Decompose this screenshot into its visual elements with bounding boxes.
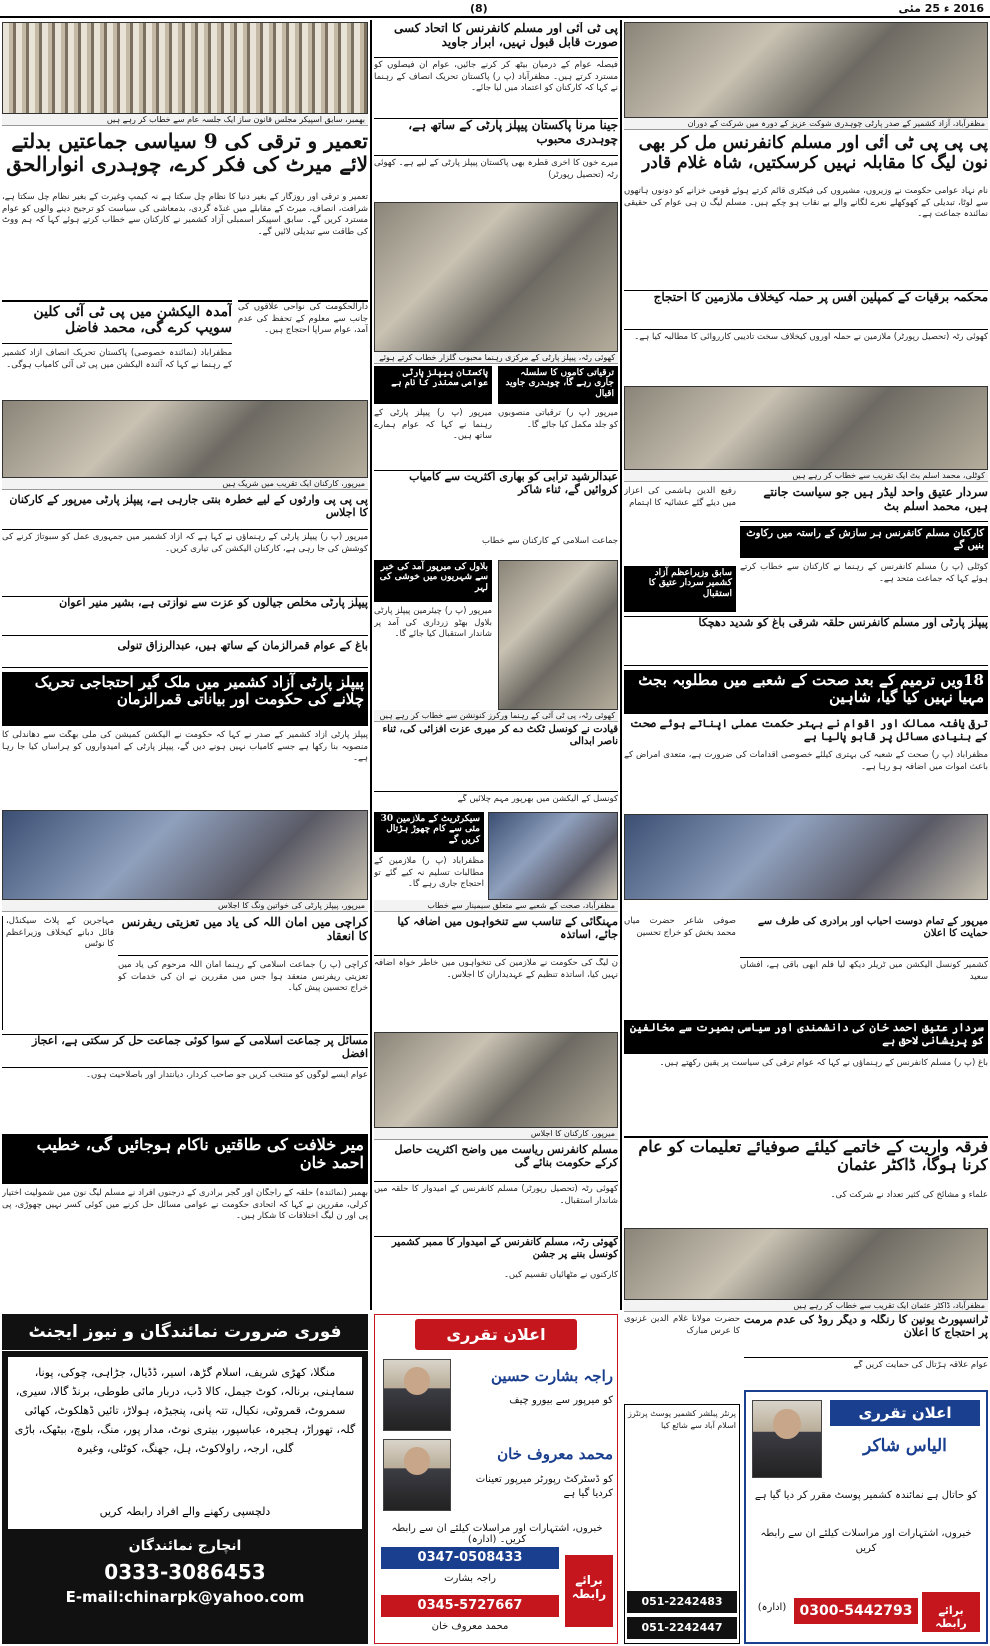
- headline: پیپلز پارٹی مخلص جیالوں کو عزت سے نوازتی ہے، بشیر منیر اعوان: [2, 596, 368, 636]
- article-body: میرپور (پ ر) ترقیاتی منصوبوں کو جلد مکمل کیا جائے گا۔: [498, 408, 618, 430]
- photo-caption: مظفرآباد، صحت کے شعبے سے متعلق سیمینار سے خطاب: [374, 900, 618, 912]
- photo-caption: کوٹلی، محمد اسلم بٹ ایک تقریب سے خطاب کر رہے ہیں: [624, 470, 988, 482]
- article-body: مہاجرین کے پلاٹ سیکنڈل، فائل دبانے کیخلاف وزیراعظم کا نوٹس: [2, 916, 114, 1030]
- headline: سیکرٹریٹ کے ملازمین 30 مئی سے کام چھوڑ ہڑتال کریں گے: [374, 812, 484, 852]
- article-body: جماعت اسلامی کے کارکنان سے خطاب: [481, 536, 618, 546]
- contact-box: [624, 1404, 740, 1644]
- scholars-photo: [624, 1228, 988, 1300]
- photo-caption: مظفرآباد، ڈاکٹر عثمان ایک تقریب سے خطاب کر رہے ہیں: [624, 1300, 988, 1312]
- leaders-photo: [374, 202, 618, 352]
- headline: عبدالرشید ترابی کو بھاری اکثریت سے کامیاب کروائیں گے، ثناء شاکر: [374, 470, 618, 534]
- ad-city-list: منگلا، کھڑی شریف، اسلام گڑھ، اسیر، ڈڈیال، جڑاہی، چوکی، پونا، سماہنی، برنالہ، کوٹ جیمل، کالا ڈب، دربار مائی طوطی، برنڈ گالا، سیری، سمروٹ، قمروٹی، نکیال، تتہ پانی، پنجیڑہ، ہولاڑ، تائیں ڈھلکوٹ، کھائی گلہ، تھوراڑ، ہجیرہ، عباسپور، بیتری نوٹ، مدار پور، منگ، بلوچ، بیٹھک، باڑی گلی، ارجہ، راولاکوٹ، ہل، جھنگ، کوٹلی، وغیرہ: [8, 1357, 362, 1529]
- ad-phone: 0345-5727667: [381, 1595, 559, 1617]
- rally-photo: [2, 22, 368, 114]
- article-body: حضرت مولانا غلام الدین غزنوی کا عرس مبارک: [624, 1314, 740, 1336]
- headline-ppp-protest: پیپلز پارٹی آزاد کشمیر میں ملک گیر احتجاجی تحریک چلانے کی حکومت اور بیاناتی قمرالزمان: [2, 672, 368, 726]
- article-body: کھوئی رٹہ (تحصیل رپورٹر) مسلم کانفرنس کے امیدوار کا حلقہ میں شاندار استقبال۔: [374, 1184, 618, 1206]
- meeting-photo: [2, 400, 368, 478]
- printer-line: پرنٹر پبلشر کشمیر پوسٹ پرنٹرز اسلام آباد سے شائع کیا: [628, 1409, 736, 1430]
- officials-photo: [624, 22, 988, 118]
- headline-ppp-loyalty: جینا مرنا پاکستان پیپلز پارٹی کے ساتھ ہے، چوہدری محبوب: [374, 118, 618, 156]
- appointee-role: کو ڈسٹرکٹ رپورٹر میرپور تعینات کردیا گیا ہے: [475, 1474, 613, 1499]
- article-body: تعمیر و ترقی اور روزگار کے بغیر دنیا کا نظام چل سکتا ہے نہ کیمپ وغیرت کے بغیر نظام چل سکتا ہے، شرافت، انصاف، میرٹ کے مقابلے میں غنڈہ گردی، بدمعاشی کی سیاست کو ترجیح دینے والوں کو عوام مسترد کریں گے۔ سابق اسپیکر اسمبلی آزاد کشمیر نے کارکنان سے خطاب کرتے ہوئے کہا کہ ہم ووٹ کی طاقت سے تبدیلی لائیں گے۔: [2, 192, 368, 237]
- headline-complaint-office: محکمہ برقیات کے کمپلین آفس پر حملہ کیخلاف ملازمین کا احتجاج: [624, 290, 988, 330]
- ad-note: خبروں، اشتہارات اور مراسلات کیلئے ان سے رابطہ کریں۔ (ادارہ): [391, 1523, 603, 1545]
- appointee-role: کو حاتال ہے نمائندہ کشمیر پوسٹ مقرر کر دیا گیا ہے: [754, 1490, 978, 1501]
- appointee-role: کو میرپور سے بیورو چیف: [509, 1395, 613, 1406]
- headline: مہنگائی کے تناسب سے تنخواہوں میں اضافہ کیا جائے، اساتذہ: [374, 916, 618, 956]
- photo-caption: میرپور، پیپلز پارٹی کی خواتین ونگ کا اجلاس: [2, 900, 368, 912]
- ad-contact-name: محمد معروف خان: [431, 1621, 509, 1632]
- photo-caption: کھوئی رٹہ، پیپلز پارٹی کے مرکزی رہنما محبوب گلزار خطاب کرتے ہوئے: [374, 352, 618, 364]
- article-body: میرپور (پ ر) پیپلز پارٹی کے رہنماؤں نے کہا ہے کہ آزاد کشمیر میں جمہوری عمل کو سبوتاژ کرنے کی کوشش کی جا رہی ہے، کارکنان الیکشن کی تیاری کریں۔: [2, 532, 368, 554]
- article-body: بھمبر (نمائندہ) حلقہ کے راجگان اور گجر برادری کے درجنوں افراد نے مسلم لیگ نون میں شمولیت اختیار کرلی، مقررین نے کہا کہ اتحادی حکومت نے عوامی مسائل حل کرنے میں کوئی کسر نہیں چھوڑی، پی پی اور ن لیگ اختلافات کا شکار ہیں۔: [2, 1188, 368, 1221]
- column-rule: [370, 20, 372, 1310]
- article-body: نام نہاد عوامی حکومت نے وزیروں، مشیروں کی فیکٹری قائم کرتے ہوئے قومی خزانے کو دونوں ہاتھوں سے لوٹا، تبدیلی کے کھوکھلے نعرے لگانے والے بے نقاب ہو چکے ہیں۔ مسلم لیگ ن ہی عوام کی حقیقی نمائندہ جماعت ہے۔: [624, 186, 988, 219]
- photo-caption: میرپور، کارکنان کا اجلاس: [374, 1128, 618, 1140]
- headline-clean-sweep: آمدہ الیکشن میں پی ٹی آئی کلین سویپ کرے گی، محمد فاضل: [2, 300, 232, 344]
- ad-title: اعلان تقرری: [415, 1319, 577, 1350]
- headline-health-budget: 18ویں ترمیم کے بعد صحت کے شعبے میں مطلوبہ بجٹ مہیا نہیں کیا گیا، شاہین: [624, 670, 988, 714]
- appointee-name: الیاس شاکر: [863, 1436, 947, 1456]
- article-body: میرپور (پ ر) پیپلز پارٹی کے رہنما نے کہا کہ عوام ہمارے ساتھ ہیں۔: [374, 408, 492, 441]
- headline-mc-workers: کارکنان مسلم کانفرنس ہر سازش کے راستہ میں رکاوٹ بنیں گے: [740, 526, 988, 558]
- headline-sufi: فرقہ واریت کے خاتمے کیلئے صوفیائے تعلیمات کو عام کرنا ہوگا، ڈاکٹر عثمان: [624, 1136, 988, 1188]
- article-body: صوفی شاعر حضرت میاں محمد بخش کو خراج تحسین: [624, 916, 736, 938]
- article-body: پیپلز پارٹی آزاد کشمیر کے صدر نے کہا کہ حکومت نے الیکشن کمیشن کی ملی بھگت سے دھاندلی کا منصوبہ بنا رکھا ہے جسے کامیاب نہیں ہونے دیں گے، پیپلز پارٹی کے امیدواروں کو ہراساں کیا جا رہا ہے۔: [2, 730, 368, 763]
- page-number: (8): [470, 2, 488, 15]
- office-fax: 051-2242447: [627, 1617, 737, 1639]
- ad-appointment-middle: [374, 1314, 618, 1644]
- headline: باغ کے عوام قمرالزمان کے ساتھ ہیں، عبدالرزاق تنولی: [2, 640, 368, 668]
- headline-mc-majority: مسلم کانفرنس ریاست میں واضح اکثریت حاصل کرکے حکومت بنائے گی: [374, 1144, 618, 1182]
- ad-incharge: انچارج نمائندگان: [128, 1538, 242, 1554]
- article-body: میرے خون کا آخری قطرہ بھی پاکستان پیپلز پارٹی کے لیے ہے۔ کھوئی رٹہ (تحصیل رپورٹر): [374, 158, 618, 180]
- article-body: عوام ایسے لوگوں کو منتخب کریں جو صاحب کردار، دیانتدار اور باصلاحیت ہوں۔: [86, 1070, 368, 1080]
- ad-contact-label: برائے رابطہ: [922, 1592, 980, 1632]
- appointee-name: راجہ بشارت حسین: [490, 1367, 613, 1385]
- ad-title: اعلان تقرری: [830, 1400, 980, 1426]
- article-body: کشمیر کونسل الیکشن میں ٹریلر دیکھ لیا فلم ابھی باقی ہے، افشاں سعید: [740, 960, 988, 982]
- ad-phone: 0347-0508433: [381, 1547, 559, 1569]
- article-body: باغ (پ ر) مسلم کانفرنس کے رہنماؤں نے کہا کہ عوام ترقی کی سیاست پر یقین رکھتے ہیں۔: [659, 1058, 988, 1068]
- article-body: کراچی (پ ر) جماعت اسلامی کے رہنما امان اللہ مرحوم کی یاد میں تعزیتی ریفرنس منعقد ہوا جس میں مقررین نے ان کی خدمات کو خراج تحسین پیش کیا۔: [118, 960, 368, 993]
- appointee-name: محمد معروف خان: [497, 1445, 613, 1463]
- seminar-photo: [488, 812, 618, 900]
- ad-org: (ادارہ): [757, 1602, 787, 1613]
- headline: پی پی پی وارثوں کے لیے خطرہ بنتی جارہی ہے، پیپلز پارٹی میرپور کے کارکنان کا اجلاس: [2, 494, 368, 530]
- article-body: مظفرآباد (پ ر) صحت کے شعبہ کی بہتری کیلئے خصوصی اقدامات کی ضرورت ہے، متعدی امراض کے باعث اموات میں اضافہ ہو رہا ہے۔: [624, 750, 988, 772]
- headline: سردار عتیق احمد خان کی دانشمندی اور سیاسی بصیرت سے مخالفین کو پریشانی لاحق ہے: [624, 1020, 988, 1054]
- photo-caption: کھوئی رٹہ، پی ٹی آئی کے رہنما ورکرز کنونشن سے خطاب کر رہے ہیں: [374, 710, 618, 722]
- headline: کھوئی رٹہ، مسلم کانفرنس کے امیدوار کا ممبر کشمیر کونسل بننے پر جشن: [374, 1236, 618, 1268]
- ad-contact-name: راجہ بشارت: [444, 1573, 496, 1584]
- portrait-photo: [383, 1359, 451, 1431]
- headline: ترقیاتی کاموں کا سلسلہ جاری رہے گا، چوہدری جاوید اقبال: [498, 366, 618, 404]
- article-body: کوٹلی (پ ر) مسلم کانفرنس کے رہنما نے کارکنان سے خطاب کرتے ہوئے کہا کہ جماعت متحد ہے۔: [740, 562, 988, 584]
- article-body: میرپور (پ ر) چیئرمین پیپلز پارٹی بلاول بھٹو زرداری کی آمد پر شاندار استقبال کیا جائے گا۔: [374, 606, 492, 639]
- article-body: مظفرآباد (نمائندہ خصوصی) پاکستان تحریک انصاف آزاد کشمیر کے رہنما نے کہا کہ آئندہ الیکشن میں پی ٹی آئی کامیاب ہوگی۔: [2, 348, 232, 370]
- ad-note: دلچسپی رکھنے والے افراد رابطہ کریں: [99, 1505, 271, 1518]
- article-body: عوام علاقہ ہڑتال کی حمایت کریں گے: [853, 1360, 988, 1370]
- masthead: [0, 0, 990, 18]
- headline: قیادت نے کونسل ٹکٹ دے کر میری عزت افزائی کی، ثناء ناصر ابدالی: [374, 724, 618, 792]
- article-body: کونسل کے الیکشن میں بھرپور مہم چلائیں گے: [457, 794, 618, 804]
- masthead-date: 2016 ء 25 مئی: [898, 2, 984, 15]
- portrait-photo: [383, 1439, 451, 1511]
- headline-atiq: سردار عتیق واحد لیڈر ہیں جو سیاست جانتے ہیں، محمد اسلم بٹ: [740, 486, 988, 522]
- women-meeting-photo: [2, 810, 368, 900]
- office-phone: 051-2242483: [627, 1591, 737, 1613]
- ad-phone: 0333-3086453: [104, 1560, 266, 1584]
- ad-news-agents: [2, 1314, 368, 1644]
- ad-note: خبروں، اشتہارات اور مراسلات کیلئے ان سے رابطہ کریں: [760, 1528, 972, 1554]
- photo-caption: مظفرآباد، آزاد کشمیر کے صدر پارٹی چوہدری شوکت عزیز کے دورہ میں شرکت کے دوران: [624, 118, 988, 130]
- article-body: ن لیگ کی حکومت نے ملازمین کی تنخواہوں میں خاطر خواہ اضافہ نہیں کیا، اساتذہ تنظیم کے عہدیداران کا اجلاس۔: [374, 958, 618, 980]
- article-body: کارکنوں نے مٹھائیاں تقسیم کیں۔: [503, 1270, 618, 1280]
- headline: کراچی میں امان اللہ کی یاد میں تعزیتی ریفرنس کا انعقاد: [118, 916, 368, 956]
- article-body: کھوئی رٹہ (تحصیل رپورٹر) ملازمین نے حملہ آوروں کیخلاف سخت تادیبی کارروائی کا مطالبہ کیا ہے۔: [634, 332, 988, 342]
- headline: پیپلز پارٹی اور مسلم کانفرنس حلقہ شرقی باغ کو شدید دھچکا: [624, 616, 988, 666]
- ad-contact-label: برائے رابطہ: [565, 1555, 613, 1627]
- article-body: علماء و مشائخ کی کثیر تعداد نے شرکت کی۔: [830, 1190, 988, 1200]
- ad-email: E-mail:chinarpk@yahoo.com: [65, 1588, 305, 1606]
- headline: مسائل پر جماعت اسلامی کے سوا کوئی جماعت حل کر سکتی ہے، اعجاز افضل: [2, 1034, 368, 1068]
- photo-caption: بھمبر، سابق اسپیکر مجلس قانون ساز ایک جلسہ عام سے خطاب کر رہے ہیں: [2, 114, 368, 126]
- article-body: رفیع الدین ہاشمی کی اعزاز میں دیئے گئے عشائیہ کا اہتمام: [624, 486, 736, 508]
- portrait-photo: [752, 1400, 822, 1478]
- headline-health-sub: ترقی یافتہ ممالک اور اقوام نے بہتر حکمت عملی اپناتے ہوئے صحت کے بنیادی مسائل پر قابو پالیا ہے: [630, 718, 988, 743]
- headline-9-parties: تعمیر و ترقی کی 9 سیاسی جماعتیں بدلتے لائے میرٹ کی فکر کرے، چوہدری انوارالحق: [6, 130, 368, 176]
- headline-pti-alliance: پی ٹی آئی اور مسلم کانفرنس کا اتحاد کسی صورت قابل قبول نہیں، ابرار جاوید: [374, 22, 618, 58]
- ad-appointment-right: [744, 1390, 988, 1644]
- headline-shah-ghulam: پی پی پی ٹی آئی اور مسلم کانفرنس مل کر بھی نون لیگ کا مقابلہ نہیں کرسکتیں، شاہ غلام قادر: [638, 134, 988, 173]
- article-body: مظفرآباد (پ ر) ملازمین کے مطالبات تسلیم نہ کیے گئے تو احتجاج جاری رہے گا۔: [374, 856, 484, 889]
- workers-photo: [374, 1032, 618, 1128]
- ad-phone: 0300-5442793: [794, 1598, 918, 1624]
- ceremony-photo: [624, 386, 988, 470]
- headline: بلاول کی میرپور آمد کی خبر سے شہریوں میں خوشی کی لہر: [374, 560, 492, 602]
- article-body: دارالحکومت کی نواحی علاقوں کی جانب سے معلوم کے تحفظ کی عدم آمد، عوام سراپا احتجاج ہیں۔: [238, 300, 368, 398]
- event-photo: [498, 560, 618, 710]
- headline: سابق وزیراعظم آزاد کشمیر سردار عتیق کا استقبال: [624, 566, 736, 612]
- headline: پاکستان پیپلز پارٹی عوامی سمندر کا نام ہے: [374, 366, 492, 404]
- ad-title: فوری ضرورت نمائندگان و نیوز ایجنٹ: [2, 1314, 368, 1351]
- headline-transport: ٹرانسپورٹ یونین کا رنگلہ و دیگر روڈ کی عدم مرمت پر احتجاج کا اعلان: [744, 1314, 988, 1358]
- photo-caption: میرپور، کارکنان ایک تقریب میں شریک ہیں: [2, 478, 368, 490]
- headline-support: میرپور کے تمام دوست احباب اور برادری کی طرف سے حمایت کا اعلان: [740, 916, 988, 958]
- column-rule: [620, 20, 622, 1310]
- article-body: فیصلہ عوام کے درمیان بیٹھ کر کرنے جائیں، عوام ان فیصلوں کو مسترد کرتے ہیں۔ مظفرآباد (پ ر) پاکستان تحریک انصاف کے رہنما نے کہا کہ کارکنان کو اعتماد میں لیا جائے۔: [374, 60, 618, 93]
- headline-forces: میر خلافت کی طاقتیں ناکام ہوجائیں گی، خطیب احمد خان: [2, 1134, 368, 1184]
- conference-photo: [624, 814, 988, 900]
